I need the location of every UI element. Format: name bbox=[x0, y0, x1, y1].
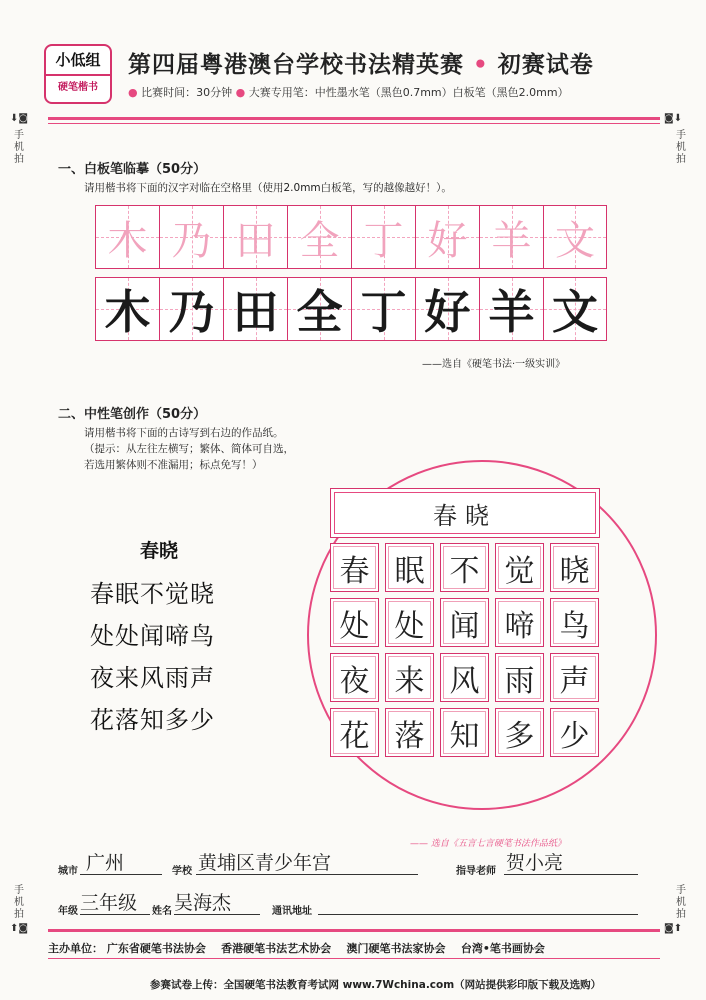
camera-icon-right-bottom: ◙⬆ bbox=[664, 923, 683, 934]
work-cell: 鸟 bbox=[550, 598, 599, 647]
grade-label: 年级 bbox=[58, 906, 78, 917]
work-cell: 眠 bbox=[385, 543, 434, 592]
section2-instruction-1: 请用楷书将下面的古诗写到右边的作品纸。 bbox=[84, 427, 284, 439]
footer-divider bbox=[48, 929, 660, 932]
school-value[interactable]: 黄埔区青少年宫 bbox=[198, 852, 332, 874]
work-row bbox=[330, 543, 599, 592]
footer-divider-thin bbox=[48, 958, 660, 959]
poem-title: 春晓 bbox=[140, 540, 179, 562]
trace-cell: 全 bbox=[288, 206, 352, 268]
organizer-item: 香港硬笔书法艺术协会 bbox=[221, 942, 332, 955]
trace-cell: 好 bbox=[416, 206, 480, 268]
city-underline bbox=[80, 874, 162, 875]
trace-cell: 木 bbox=[96, 206, 160, 268]
organizer-item: 台湾•笔书画协会 bbox=[460, 942, 545, 955]
copy-cell: 田 bbox=[224, 278, 288, 340]
trace-grid bbox=[95, 205, 607, 269]
side-label-left-bottom: 手机拍 bbox=[14, 885, 24, 920]
work-cell: 花 bbox=[330, 708, 379, 757]
work-cell: 处 bbox=[385, 598, 434, 647]
grade-underline bbox=[80, 914, 150, 915]
page-title: 第四届粤港澳台学校书法精英赛 • 初赛试卷 bbox=[128, 52, 594, 78]
script-style-label: 硬笔楷书 bbox=[58, 82, 98, 93]
organizers: 主办单位： 广东省硬笔书法协会 香港硬笔书法艺术协会 澳门硬笔书法家协会 台湾•笔书画协会 bbox=[48, 942, 545, 955]
work-title-box: 春晓 bbox=[330, 488, 600, 538]
work-cell: 啼 bbox=[495, 598, 544, 647]
name-label: 姓名 bbox=[152, 906, 172, 917]
group-badge bbox=[44, 44, 112, 104]
work-cell: 处 bbox=[330, 598, 379, 647]
exam-pen: 大赛专用笔：中性墨水笔（黑色0.7mm）白板笔（黑色2.0mm） bbox=[248, 86, 569, 99]
section2-instruction-2: （提示：从左往左横写；繁体、简体可自选， bbox=[84, 443, 294, 455]
work-cell: 风 bbox=[440, 653, 489, 702]
trace-cell: 羊 bbox=[480, 206, 544, 268]
copy-cell: 丁 bbox=[352, 278, 416, 340]
teacher-label: 指导老师 bbox=[456, 866, 496, 877]
header-divider bbox=[48, 117, 660, 120]
address-label: 通讯地址 bbox=[272, 906, 312, 917]
work-cell: 晓 bbox=[550, 543, 599, 592]
section2-instruction-3: 若选用繁体则不准漏用；标点免写！） bbox=[84, 459, 263, 471]
copy-cell: 文 bbox=[544, 278, 606, 340]
exam-time: 比赛时间：30分钟 bbox=[141, 86, 233, 99]
section1-title: 一、白板笔临摹（50分） bbox=[58, 162, 207, 177]
work-cell: 落 bbox=[385, 708, 434, 757]
side-label-right-bottom: 手机拍 bbox=[676, 885, 686, 920]
poem-line: 春眠不觉晓 bbox=[90, 580, 215, 608]
work-cell: 少 bbox=[550, 708, 599, 757]
organizer-item: 广东省硬笔书法协会 bbox=[106, 942, 206, 955]
side-label-left-top: 手机拍 bbox=[14, 130, 24, 165]
work-cell: 不 bbox=[440, 543, 489, 592]
camera-icon-left-bottom: ⬆◙ bbox=[10, 923, 29, 934]
work-row bbox=[330, 708, 599, 757]
exam-info: ● 比赛时间：30分钟 ● 大赛专用笔：中性墨水笔（黑色0.7mm）白板笔（黑色2.0mm） bbox=[128, 86, 569, 99]
work-cell: 声 bbox=[550, 653, 599, 702]
work-cell: 雨 bbox=[495, 653, 544, 702]
upload-notice[interactable]: 参赛试卷上传：全国硬笔书法教育考试网 www.7Wchina.com（网站提供彩印版下载及选购） bbox=[150, 979, 602, 991]
work-row bbox=[330, 653, 599, 702]
work-cell: 知 bbox=[440, 708, 489, 757]
section2-title: 二、中性笔创作（50分） bbox=[58, 407, 207, 422]
copy-cell: 乃 bbox=[160, 278, 224, 340]
side-label-right-top: 手机拍 bbox=[676, 130, 686, 165]
trace-cell: 乃 bbox=[160, 206, 224, 268]
section1-instruction: 请用楷书将下面的汉字对临在空格里（使用2.0mm白板笔，写的越像越好！）。 bbox=[84, 182, 452, 194]
camera-icon-right-top: ◙⬇ bbox=[664, 113, 683, 124]
group-label: 小低组 bbox=[46, 46, 110, 76]
header-divider-thin bbox=[48, 123, 660, 124]
work-cell: 来 bbox=[385, 653, 434, 702]
teacher-underline bbox=[504, 874, 638, 875]
work-cell: 多 bbox=[495, 708, 544, 757]
teacher-value[interactable]: 贺小亮 bbox=[506, 852, 564, 874]
camera-icon-left-top: ⬇◙ bbox=[10, 113, 29, 124]
section2-source: —— 选自《五言七言硬笔书法作品纸》 bbox=[410, 839, 566, 849]
address-underline bbox=[318, 914, 638, 915]
work-row bbox=[330, 598, 599, 647]
poem-line: 夜来风雨声 bbox=[90, 664, 215, 692]
copy-cell: 木 bbox=[96, 278, 160, 340]
trace-cell: 文 bbox=[544, 206, 606, 268]
work-cell: 闻 bbox=[440, 598, 489, 647]
copy-cell: 全 bbox=[288, 278, 352, 340]
work-cell: 春 bbox=[330, 543, 379, 592]
work-cell: 觉 bbox=[495, 543, 544, 592]
organizer-item: 澳门硬笔书法家协会 bbox=[346, 942, 446, 955]
name-underline bbox=[174, 914, 260, 915]
grade-value[interactable]: 三年级 bbox=[80, 892, 138, 914]
school-underline bbox=[196, 874, 418, 875]
trace-cell: 田 bbox=[224, 206, 288, 268]
name-value[interactable]: 吴海杰 bbox=[174, 892, 232, 914]
copy-grid bbox=[95, 277, 607, 341]
city-value[interactable]: 广州 bbox=[86, 852, 125, 874]
section1-source: ——选自《硬笔书法·一级实训》 bbox=[422, 359, 566, 370]
poem-line: 花落知多少 bbox=[90, 706, 215, 734]
copy-cell: 好 bbox=[416, 278, 480, 340]
school-label: 学校 bbox=[172, 866, 192, 877]
copy-cell: 羊 bbox=[480, 278, 544, 340]
work-cell: 夜 bbox=[330, 653, 379, 702]
city-label: 城市 bbox=[58, 866, 78, 877]
work-grid bbox=[330, 543, 599, 763]
trace-cell: 丁 bbox=[352, 206, 416, 268]
poem-line: 处处闻啼鸟 bbox=[90, 622, 215, 650]
